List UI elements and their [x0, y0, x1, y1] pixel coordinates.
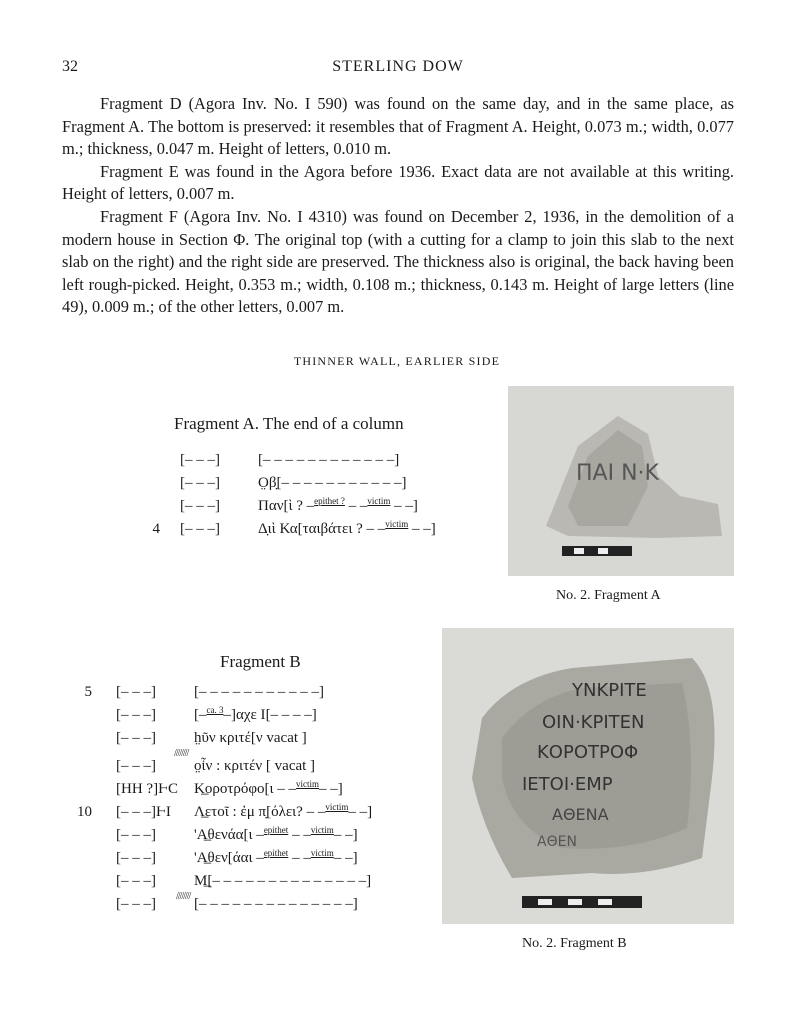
stone-letters-4: ΙΕΤΟΙ·ΕΜΡ: [522, 774, 613, 795]
body-text: [62, 93, 734, 319]
stone-letters-2: ΟΙΝ·ΚΡΙΤΕΝ: [542, 712, 645, 733]
section-title: THINNER WALL, EARLIER SIDE: [293, 354, 501, 368]
page-header: [62, 58, 734, 78]
fragment-b-caption: No. 2. Fragment B: [522, 936, 627, 951]
fragment-b-photo: [442, 628, 734, 924]
stone-letters-6: ΑΘΕΝ: [537, 834, 577, 850]
fragment-a-title: Fragment A. The end of a column: [174, 414, 404, 433]
fragment-a-caption: No. 2. Fragment A: [556, 588, 661, 603]
running-head: STERLING DOW: [332, 58, 464, 75]
fragment-a-photo: [508, 386, 734, 576]
hatch-mark: ////////: [174, 748, 189, 759]
fragment-b-title: Fragment B: [220, 652, 301, 671]
page-number: 32: [62, 58, 78, 75]
paragraph-fragment-f: Fragment F (Agora Inv. No. I 4310) was found on December 2, 1936, in the demolition of a modern house in Section Φ. The original top (with a cutting for a clamp to join this slab to the next slab on the right) and the right side are preserved. The thickness also is original, the back having been left rough-picked. Height, 0.353 m.; width, 0.108 m.; thickness, 0.143 m. Height of large letters (line 49), 0.009 m.; of the other letters, 0.007 m.: [62, 206, 734, 317]
stone-letters-3: ΚΟΡΟΤΡΟΦ: [537, 742, 639, 763]
hatch-mark: ////////: [176, 891, 191, 902]
paragraph-fragment-d: Fragment D (Agora Inv. No. I 590) was found on the same day, and in the same place, as Fragment A. The bottom is preserved: it resembles that of Fragment A. Height, 0.073 m.; width, 0.077 m.; thickness, 0.047 m. Height of letters, 0.010 m.: [62, 94, 734, 159]
stone-letters-5: ΑΘΕΝΑ: [552, 805, 609, 824]
stone-letters-1: ΥΝΚΡΙΤΕ: [572, 680, 647, 701]
fragment-b-inscription: 5 [– – –] [– – – – – – – – – – –] [– – –] [–$^{ca. 3}$–]αχε I[– – – –] [– – –] h̤ῦν κριτέ[ν vacat ] //////// [– – –] o̤ἶν : κριτέν [ vacat ] [ΗΗ ?]ⱵC Κ̲οροτρόφο[ι – –$^{victim}$– –] 10 [– – –]ⱵΙ Λ̲ετοῖ : ἐμ π̣[όλει? – –$^{victim}$– –] [– – –] 'Α̲θενάα[ι –$^{epithet}$ – –$^{victim}$– –] [– – –] 'Α̲θεν[άαι –$^{epithet}$ – –$^{victim}$– –] [– – –] Μ̲[– – – – – – – – – – – – – –] //////// [– – –] [– – – – – – – – – – – – – –]: [77, 684, 373, 912]
fragment-a-inscription: [– – –] [– – – – – – – – – – – –] [– – –] O̤β̣[– – – – – – – – – – –] [– – –] Παν[ὶ ? –$^{epithet ?}$ – –$^{victim}$ – –] 4 [– – –] Δ̣ιὶ Κα[ταιβάτει ? – –$^{victim}$ – –]: [152, 452, 436, 537]
paragraph-fragment-e: Fragment E was found in the Agora before 1936. Exact data are not available at this writing. Height of letters, 0.007 m.: [62, 161, 734, 204]
stone-letters: ΠΑΙ Ν·Κ: [576, 461, 659, 486]
